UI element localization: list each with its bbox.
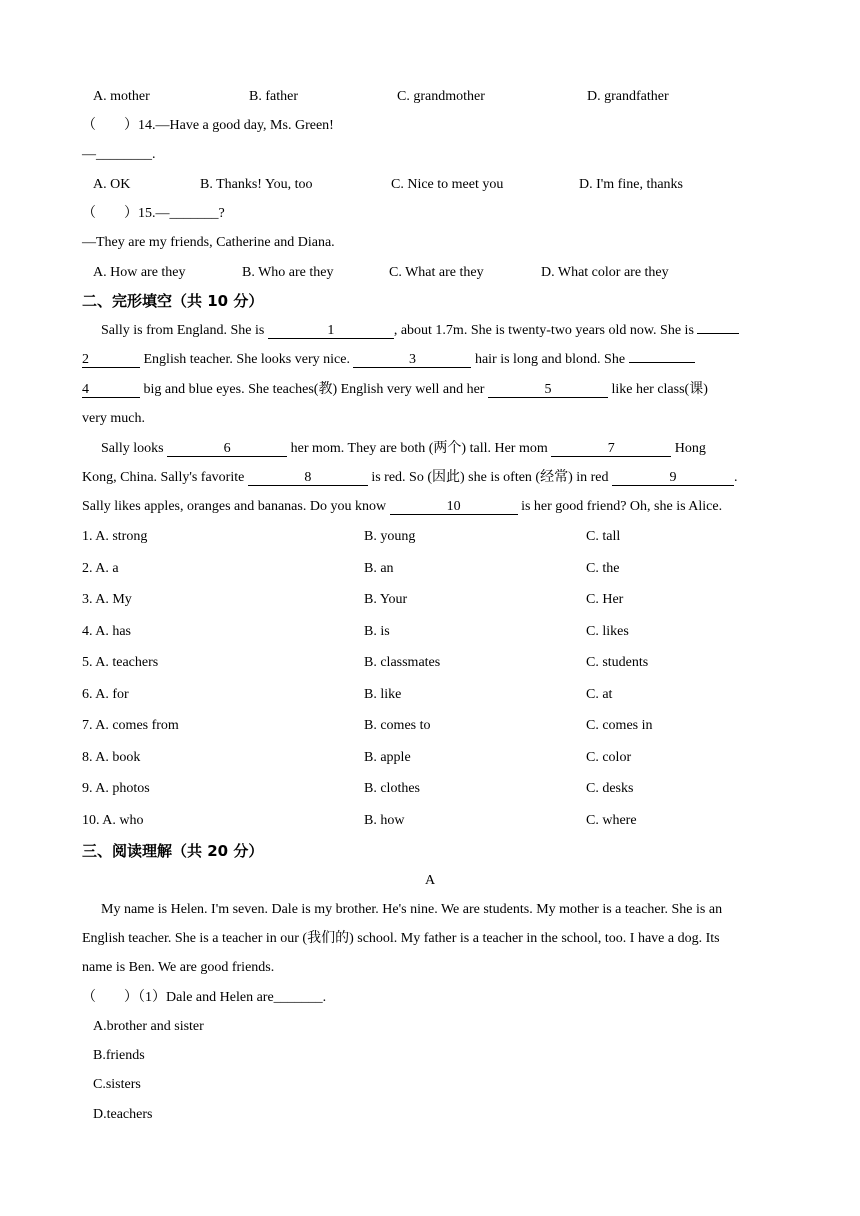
cloze-option: 4. A. has bbox=[82, 624, 131, 639]
cloze-text: hair is long and blond. She bbox=[471, 352, 629, 367]
q14-stem: 14.—Have a good day, Ms. Green! bbox=[138, 118, 334, 133]
q13-option-d: D. grandfather bbox=[587, 89, 669, 104]
cloze-blank-7: 7 bbox=[551, 441, 671, 457]
section-2-heading: 二、完形填空（共 10 分） bbox=[82, 292, 264, 310]
cloze-option: 6. A. for bbox=[82, 687, 129, 702]
cloze-option: B. clothes bbox=[364, 781, 420, 796]
reading-a-q1-line bbox=[82, 989, 326, 1007]
cloze-blank-9: 9 bbox=[612, 470, 734, 486]
cloze-blank-4-start bbox=[629, 362, 695, 363]
cloze-option: C. students bbox=[586, 655, 649, 670]
q15-stem: 15.—_______? bbox=[138, 206, 225, 221]
cloze-option: B. comes to bbox=[364, 718, 431, 733]
cloze-text: Sally is from England. She is bbox=[101, 323, 268, 338]
cloze-option: C. Her bbox=[586, 592, 624, 607]
cloze-text: English teacher. She looks very nice. bbox=[140, 352, 354, 367]
cloze-blank-2-start bbox=[697, 333, 739, 334]
q15-paren: （ ） bbox=[82, 206, 138, 221]
reading-a-q1-option-d: D.teachers bbox=[93, 1107, 153, 1122]
cloze-blank-8: 8 bbox=[248, 470, 368, 486]
cloze-p1-line4: very much. bbox=[82, 411, 145, 426]
cloze-option: C. at bbox=[586, 687, 613, 702]
reading-a-q1-option-b: B.friends bbox=[93, 1048, 145, 1063]
q14-answer-line: —________. bbox=[82, 147, 156, 162]
reading-a-q1-paren: （ ） bbox=[82, 990, 138, 1005]
cloze-blank-6: 6 bbox=[167, 441, 287, 457]
q14-option-b: B. Thanks! You, too bbox=[200, 177, 313, 192]
q14-option-c: C. Nice to meet you bbox=[391, 177, 504, 192]
cloze-option: B. Your bbox=[364, 592, 408, 607]
q15-stem-line bbox=[82, 205, 225, 223]
reading-a-line3: name is Ben. We are good friends. bbox=[82, 960, 275, 975]
cloze-option: C. tall bbox=[586, 529, 621, 544]
reading-a-line2: English teacher. She is a teacher in our (我们的) school. My father is a teacher in the school, too. I have a dog. Its bbox=[82, 931, 720, 946]
cloze-blank-2: 2 bbox=[82, 352, 140, 368]
cloze-option: 5. A. teachers bbox=[82, 655, 159, 670]
q15-option-d: D. What color are they bbox=[541, 265, 669, 280]
q15-option-b: B. Who are they bbox=[242, 265, 334, 280]
cloze-option: C. the bbox=[586, 561, 620, 576]
reading-a-q1-option-c: C.sisters bbox=[93, 1077, 141, 1092]
cloze-text: is red. So (因此) she is often (经常) in red bbox=[367, 470, 613, 485]
cloze-option: B. classmates bbox=[364, 655, 441, 670]
cloze-option: C. where bbox=[586, 813, 637, 828]
cloze-p2-line1 bbox=[101, 440, 706, 458]
cloze-blank-4: 4 bbox=[82, 382, 140, 398]
q14-option-d: D. I'm fine, thanks bbox=[579, 177, 684, 192]
cloze-option: 10. A. who bbox=[82, 813, 144, 828]
q13-option-b: B. father bbox=[249, 89, 298, 104]
cloze-p2-line2 bbox=[82, 469, 738, 487]
cloze-option: B. like bbox=[364, 687, 402, 702]
q14-paren: （ ） bbox=[82, 118, 138, 133]
section-3-heading: 三、阅读理解（共 20 分） bbox=[82, 842, 264, 860]
cloze-option: 1. A. strong bbox=[82, 529, 148, 544]
cloze-p2-line3 bbox=[82, 498, 722, 516]
q14-option-a: A. OK bbox=[93, 177, 131, 192]
q13-option-a: A. mother bbox=[93, 89, 150, 104]
cloze-option: 8. A. book bbox=[82, 750, 141, 765]
reading-a-q1-stem: （1）Dale and Helen are_______. bbox=[138, 990, 327, 1005]
reading-a-line1: My name is Helen. I'm seven. Dale is my brother. He's nine. We are students. My mother is a teacher. She is an bbox=[101, 902, 723, 917]
cloze-text: Kong, China. Sally's favorite bbox=[82, 470, 248, 485]
cloze-option: 7. A. comes from bbox=[82, 718, 179, 733]
cloze-option: B. young bbox=[364, 529, 416, 544]
cloze-blank-10: 10 bbox=[390, 499, 518, 515]
cloze-option: C. desks bbox=[586, 781, 634, 796]
cloze-blank-1: 1 bbox=[268, 323, 394, 339]
cloze-option: B. an bbox=[364, 561, 394, 576]
cloze-option: B. is bbox=[364, 624, 390, 639]
cloze-option: C. color bbox=[586, 750, 632, 765]
cloze-option: B. apple bbox=[364, 750, 411, 765]
cloze-text: Sally looks bbox=[101, 441, 168, 456]
q14-stem-line bbox=[82, 117, 334, 135]
reading-a-q1-option-a: A.brother and sister bbox=[93, 1019, 204, 1034]
cloze-blank-5: 5 bbox=[488, 382, 608, 398]
cloze-text: her mom. They are both (两个) tall. Her mom bbox=[287, 441, 552, 456]
cloze-option: C. likes bbox=[586, 624, 629, 639]
cloze-text: . bbox=[734, 470, 738, 485]
cloze-option: 3. A. My bbox=[82, 592, 132, 607]
cloze-option: C. comes in bbox=[586, 718, 653, 733]
cloze-p1-line1 bbox=[101, 322, 739, 340]
cloze-option: 9. A. photos bbox=[82, 781, 150, 796]
cloze-option: 2. A. a bbox=[82, 561, 119, 576]
q15-answer-line: —They are my friends, Catherine and Diana. bbox=[82, 235, 335, 250]
cloze-p1-line3 bbox=[82, 381, 708, 399]
cloze-text: , about 1.7m. She is twenty-two years old now. She is bbox=[393, 323, 698, 338]
cloze-text: big and blue eyes. She teaches(教) English very well and her bbox=[140, 382, 488, 397]
cloze-p1-line2 bbox=[82, 351, 695, 369]
cloze-text: like her class(课) bbox=[607, 382, 708, 397]
cloze-text: Sally likes apples, oranges and bananas. Do you know bbox=[82, 499, 390, 514]
cloze-option: B. how bbox=[364, 813, 405, 828]
cloze-blank-3: 3 bbox=[353, 352, 471, 368]
q15-option-a: A. How are they bbox=[93, 265, 186, 280]
reading-a-title: A bbox=[424, 873, 436, 888]
cloze-text: Hong bbox=[671, 441, 706, 456]
q13-option-c: C. grandmother bbox=[397, 89, 485, 104]
cloze-text: is her good friend? Oh, she is Alice. bbox=[517, 499, 723, 514]
q15-option-c: C. What are they bbox=[389, 265, 484, 280]
